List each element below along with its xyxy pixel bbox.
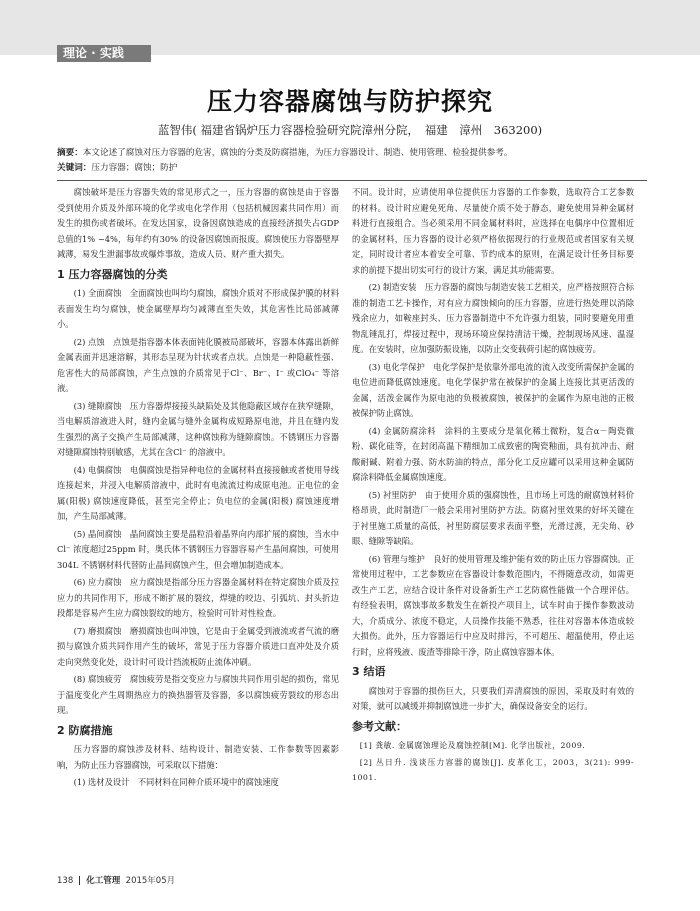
section-tag: 理论 · 实践 bbox=[57, 45, 151, 62]
footer-divider bbox=[79, 876, 80, 885]
paragraph: (5) 衬里防护 由于使用介质的强腐蚀性，且市场上可选的耐腐蚀材料价格昂贵，此时制造厂一般会采用衬里防护方法。防腐衬里效果的好坏关键在于衬里施工质量的高低，衬里防腐层要求表面平整，光滑过渡，无尖角、砂眼、缝隙等缺陷。 bbox=[352, 489, 634, 546]
abstract-block bbox=[57, 146, 657, 176]
page-number: 138 bbox=[57, 876, 74, 886]
paragraph: (6) 应力腐蚀 应力腐蚀是指部分压力容器金属材料在特定腐蚀介质及拉应力的共同作用下，形成不断扩展的裂纹，焊缝的咬边、引弧坑、封头折边段都是容易产生应力腐蚀裂纹的地方，检验时可针对性检查。 bbox=[57, 577, 339, 618]
keywords-text: 压力容器；腐蚀；防护 bbox=[91, 163, 178, 173]
divider bbox=[57, 180, 647, 181]
page-footer bbox=[57, 874, 175, 886]
abstract bbox=[57, 146, 657, 161]
paragraph: 不同。设计时，应请使用单位提供压力容器的工作参数，选取符合工艺参数的材料。设计时应避免死角、尽量使介质不处于静态，避免使用异种金属材料进行直接组合。当必须采用不同金属材料时，应选择在电偶序中位置相近的金属材料，压力容器的设计必须严格依据现行的行业规范或者国家有关规定，同时设计者应本着安全可靠、节约成本的原则，在满足设计任务目标要求的前提下提出切实可行的设计方案，满足其功能需要。 bbox=[352, 187, 634, 275]
paragraph: (8) 腐蚀疲劳 腐蚀疲劳是指交变应力与腐蚀共同作用引起的损伤，常见于温度变化产生周期热应力的换热器管及容器，多以腐蚀疲劳裂纹的形态出现。 bbox=[57, 674, 339, 715]
paragraph: (4) 金属防腐涂料 涂料的主要成分是氧化稀土微粉，复合α－陶瓷微粉、碳化硅等，在封闭高温下精细加工成致密的陶瓷釉面，具有抗冲击、耐酸耐碱、附着力强、防水防油的特点，部分化工反应罐可以采用这种金属防腐涂料降低金属腐蚀速度。 bbox=[352, 425, 634, 482]
paragraph: (3) 电化学保护 电化学保护是依靠外部电流的流入改变所需保护金属的电位进而降低腐蚀速度。电化学保护常在被保护的金属上连接比其更活泼的金属，活泼金属作为原电池的负极被腐蚀，被保护的金属作为原电池的正极被保护防止腐蚀。 bbox=[352, 361, 634, 418]
section-heading: 1 压力容器腐蚀的分类 bbox=[57, 267, 168, 281]
journal-name: 化工管理 bbox=[86, 876, 121, 886]
abstract-label: 摘要： bbox=[57, 148, 83, 158]
paragraph: (2) 制造安装 压力容器的腐蚀与制造安装工艺相关，应严格按照符合标准的制造工艺卡操作，对有应力腐蚀倾向的压力容器，应进行热处理以消除残余应力，如鞍座封头、压力容器制造中不允许强力组装，同时要避免用重物乱锤乱打，焊接过程中，现场环境应保持清洁干燥，控制现场风速、温湿度。在安装时，应加强防振设施，以防止交变载荷引起的腐蚀疲劳。 bbox=[352, 282, 634, 354]
paragraph: (3) 缝隙腐蚀 压力容器焊接接头缺陷处及其他隐蔽区域存在狭窄缝隙，当电解质溶液进入时，缝内金属与缝外金属构成短路原电池，并且在缝内发生强烈的离子交换产生局部减薄，这种腐蚀称为缝隙腐蚀。不锈钢压力容器对缝隙腐蚀特别敏感，尤其在含Cl⁻ 的溶液中。 bbox=[57, 400, 339, 457]
right-column bbox=[352, 185, 634, 787]
paragraph: (6) 管理与维护 良好的使用管理及维护能有效的防止压力容器腐蚀。正常使用过程中，工艺参数应在容器设计参数范围内，不得随意改动，如需更改生产工艺，应结合设计条件对设备新生产工艺防腐性能做一个合理评估。有经验表明，腐蚀事故多数发生在新投产项目上，试车时由于操作参数波动大，介质成分、浓度不稳定，人员操作技能不熟悉，往往对容器本体造成较大损伤。此外，压力容器运行中应及时排污，不可超压、超温使用，停止运行时，应将残液、废渣等排除干净，防止腐蚀容器本体。 bbox=[352, 553, 634, 657]
paragraph: (2) 点蚀 点蚀是指容器本体表面钝化膜被局部破坏，容器本体露出新鲜金属表面并迅速溶解，其形态呈现为针状或者点状。点蚀是一种隐蔽性强、危害性大的局部腐蚀，产生点蚀的介质常见于Cl⁻、Br⁻、I⁻ 或ClO₄⁻ 等溶液。 bbox=[57, 336, 339, 393]
article-title: 压力容器腐蚀与防护探究 bbox=[206, 87, 493, 116]
paragraph: 压力容器的腐蚀涉及材料、结构设计、制造安装、工作参数等因素影响，为防止压力容器腐蚀，可采取以下措施： bbox=[57, 744, 339, 770]
section-heading: 3 结语 bbox=[352, 665, 386, 678]
abstract-text: 本文论述了腐蚀对压力容器的危害，腐蚀的分类及防腐措施，为压力容器设计、制造、使用管理、检验提供参考。 bbox=[82, 148, 513, 158]
paragraph: (1) 全面腐蚀 全面腐蚀也叫均匀腐蚀，腐蚀介质对不形成保护膜的材料表面发生均匀腐蚀，使金属壁厚均匀减薄直至失效，其危害性比局部减薄小。 bbox=[57, 288, 339, 329]
paragraph: 腐蚀对于容器的损伤巨大，只要我们弄清腐蚀的原因，采取及时有效的对策，就可以减缓并抑制腐蚀进一步扩大，确保设备安全的运行。 bbox=[352, 685, 634, 711]
author-line: 蓝智伟( 福建省锅炉压力容器检验研究院漳州分院， 福建 漳州 363200) bbox=[157, 123, 543, 137]
paragraph: (7) 磨损腐蚀 磨损腐蚀也叫冲蚀，它是由于金属受到液流或者气流的磨损与腐蚀介质共同作用产生的破坏，常见于压力容器介质进口直冲处及介质走向突然变化处，设计时可设计挡流板防止流体冲刷。 bbox=[57, 625, 339, 667]
keywords bbox=[57, 161, 657, 176]
section-heading: 2 防腐措施 bbox=[57, 723, 113, 737]
issue-date: 2015年05月 bbox=[125, 876, 176, 886]
references-heading: 参考文献： bbox=[352, 719, 407, 733]
keywords-label: 关键词： bbox=[57, 163, 92, 173]
paragraph: (1) 选材及设计 不同材料在同种介质环境中的腐蚀速度 bbox=[73, 777, 279, 787]
reference-item: [1] 龚敏. 金属腐蚀理论及腐蚀控制[M]. 化学出版社，2009. bbox=[359, 741, 586, 750]
paragraph: (5) 晶间腐蚀 晶间腐蚀主要是晶粒沿着晶界向内部扩展的腐蚀，当水中Cl⁻ 浓度超过25ppm 时，奥氏体不锈钢压力容器容易产生晶间腐蚀，可使用304L 不锈钢材料代替防止晶间腐蚀产生，但会增加制造成本。 bbox=[57, 528, 339, 570]
left-column bbox=[57, 185, 339, 793]
paragraph: 腐蚀破坏是压力容器失效的常见形式之一，压力容器的腐蚀是由于容器受到使用介质及外部环境的化学或电化学作用（包括机械因素共同作用）而发生的损伤或者破坏。在发达国家，设备因腐蚀造成的直接经济损失占GDP 总值的1% ~4%，每年约有30% 的设备因腐蚀而报废。腐蚀使压力容器壁厚减薄，易发生泄漏事故或爆炸事故，造成人员、财产重大损失。 bbox=[57, 187, 339, 259]
paragraph: (4) 电偶腐蚀 电偶腐蚀是指异种电位的金属材料直接接触或者使用导线连接起来，并浸入电解质溶液中，此时有电流流过构成原电池。正电位的金属(阳极) 腐蚀速度降低，甚至完全停止；负电位的金属(阳极) 腐蚀速度增加，产生局部减薄。 bbox=[57, 464, 339, 521]
reference-item: [2] 丛日升. 浅谈压力容器的腐蚀[J]. 皮革化工，2003，3(21): 999-1001. bbox=[352, 758, 634, 782]
